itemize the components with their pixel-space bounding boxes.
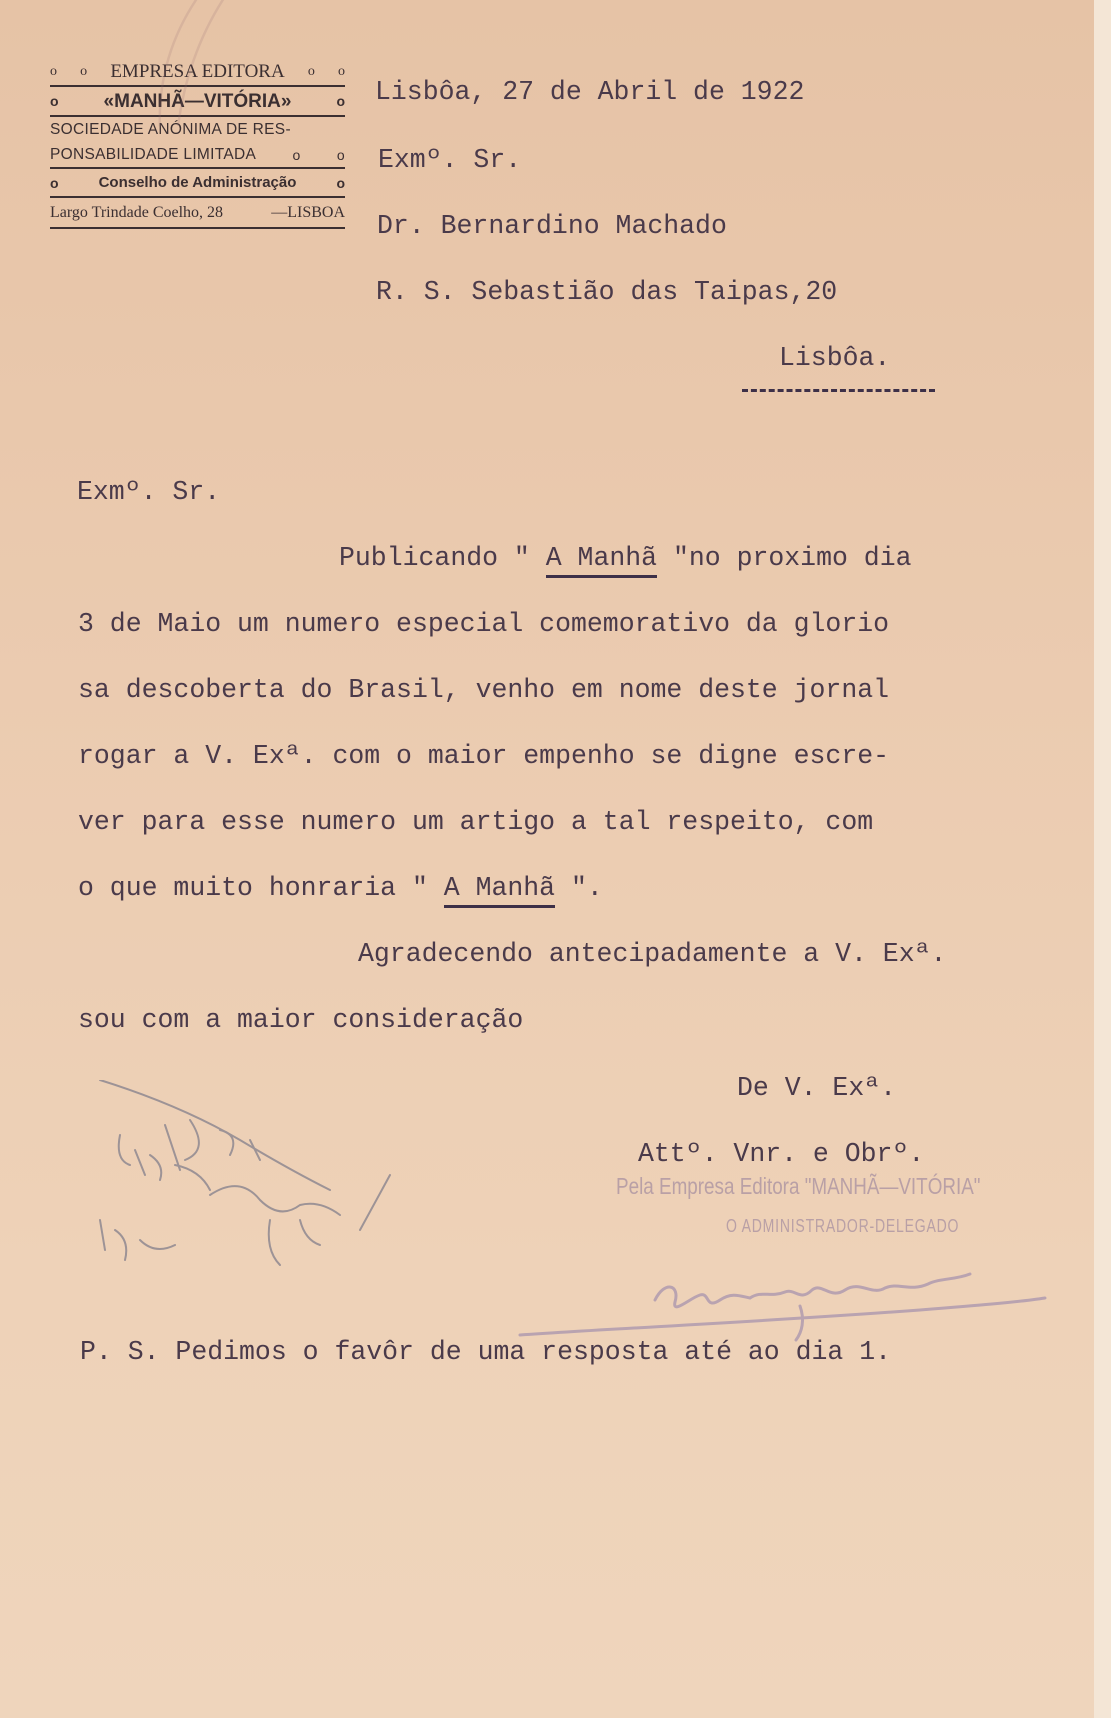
letterhead-line-1 xyxy=(50,58,345,87)
letterhead-line-5 xyxy=(50,169,345,198)
scan-margin xyxy=(1094,0,1111,1718)
company-city: —LISBOA xyxy=(271,203,345,221)
company-street: Largo Trindade Coelho, 28 xyxy=(50,203,224,221)
board-label: Conselho de Administração xyxy=(98,174,297,191)
letterhead-line-2 xyxy=(50,87,345,117)
recipient-name: Dr. Bernardino Machado xyxy=(377,211,727,241)
signature-icon xyxy=(500,1240,1060,1350)
company-stamp-line-1: Pela Empresa Editora "MANHÃ—VITÓRIA" xyxy=(616,1173,981,1199)
bullet-icon: o xyxy=(292,146,301,163)
bullet-icon: o xyxy=(80,63,88,79)
postscript: P. S. Pedimos o favôr de uma resposta até ao dia 1. xyxy=(80,1337,892,1367)
closing-line-2: Attº. Vnr. e Obrº. xyxy=(638,1139,925,1169)
bullet-icon: o xyxy=(307,63,315,79)
bullet-icon: o xyxy=(50,63,57,79)
letterhead-address xyxy=(50,198,345,229)
bullet-icon: o xyxy=(336,93,345,109)
header-dashed-rule xyxy=(742,389,935,392)
closing-line-1: De V. Exª. xyxy=(737,1073,897,1103)
body-line-5: ver para esse numero um artigo a tal respeito, com xyxy=(78,807,874,837)
recipient-street: R. S. Sebastião das Taipas,20 xyxy=(376,277,838,307)
body-line-1-end: "no proximo dia xyxy=(657,543,912,573)
body-line-1 xyxy=(339,545,912,572)
bullet-icon: o xyxy=(338,63,345,79)
body-line-3: sa descoberta do Brasil, venho em nome deste jornal xyxy=(78,675,890,705)
body-line-6-end: ". xyxy=(555,873,603,903)
company-type-part-2: PONSABILIDADE LIMITADA xyxy=(50,145,257,163)
letterhead-line-4 xyxy=(50,142,345,169)
bullet-icon: o xyxy=(50,174,59,191)
company-name: EMPRESA EDITORA xyxy=(110,61,285,82)
letter-date: Lisbôa, 27 de Abril de 1922 xyxy=(375,77,805,107)
body-thanks-line: Agradecendo antecipadamente a V. Exª. xyxy=(358,939,947,969)
body-line-4: rogar a V. Exª. com o maior empenho se digne escre- xyxy=(78,741,890,771)
body-line-6-start: o que muito honraria " xyxy=(78,873,444,903)
company-stamp-line-2: O ADMINISTRADOR-DELEGADO xyxy=(726,1216,960,1236)
pencil-annotation-icon xyxy=(90,1080,410,1300)
company-type-part-1: SOCIEDADE ANÓNIMA DE RES- xyxy=(50,120,291,138)
newspaper-brand: «MANHÃ—VITÓRIA» xyxy=(103,90,292,112)
letterhead xyxy=(50,58,345,229)
body-salutation: Exmº. Sr. xyxy=(77,477,221,507)
bullet-icon: o xyxy=(336,146,345,163)
recipient-city: Lisbôa. xyxy=(779,343,891,373)
newspaper-title: A Manhã xyxy=(546,543,657,578)
bullet-icon: o xyxy=(336,174,345,191)
body-regards-line: sou com a maior consideração xyxy=(78,1005,524,1035)
newspaper-title: A Manhã xyxy=(444,873,555,908)
body-line-1-start: Publicando " xyxy=(339,543,546,573)
header-salutation: Exmº. Sr. xyxy=(378,145,522,175)
letterhead-line-3 xyxy=(50,117,345,142)
body-line-6 xyxy=(78,875,603,902)
body-line-2: 3 de Maio um numero especial comemorativo da glorio xyxy=(78,609,890,639)
bullet-icon: o xyxy=(50,93,59,109)
